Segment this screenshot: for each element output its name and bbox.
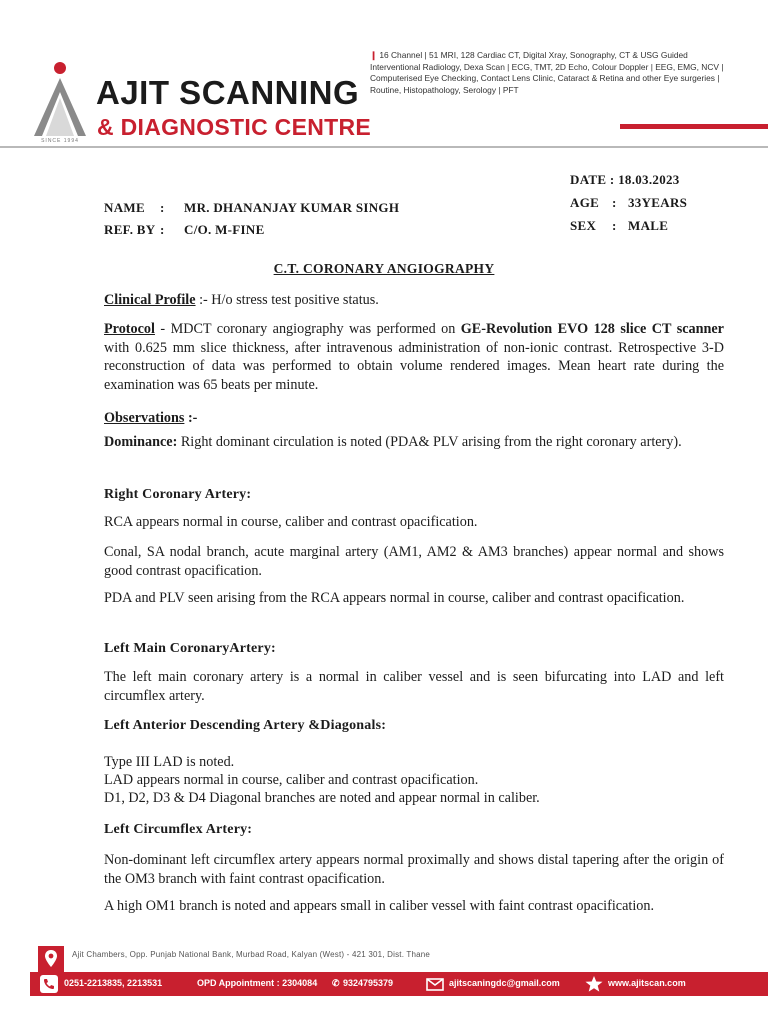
age-field — [570, 195, 687, 211]
lad-line-2: LAD appears normal in course, caliber and contrast opacification. — [104, 772, 479, 788]
report-title: C.T. CORONARY ANGIOGRAPHY — [273, 261, 495, 276]
rca-heading: Right Coronary Artery: — [104, 487, 252, 502]
left-main-heading: Left Main CoronaryArtery: — [104, 641, 276, 656]
date-field — [570, 172, 680, 188]
clinical-profile — [104, 291, 724, 310]
dominance-paragraph — [104, 433, 724, 452]
protocol-text: with 0.625 mm slice thickness, after intravenous administration of non-ionic contrast. Retrospective 3-D reconstruction of data was performed to obtain volume rendered images. Mean heart rate during the examination was 65 beats per minute. — [104, 339, 724, 393]
observations-suffix: :- — [184, 410, 198, 426]
date-label: DATE : — [570, 172, 615, 187]
brand-subtitle: & DIAGNOSTIC CENTRE — [97, 114, 372, 140]
established-text: SINCE 1994 — [41, 138, 79, 144]
logo-icon — [30, 58, 90, 150]
lcx-paragraph-2: A high OM1 branch is noted and appears small in caliber vessel with faint contrast opacification. — [104, 898, 655, 914]
services-text: 16 Channel | 51 MRI, 128 Cardiac CT, Digital Xray, Sonography, CT & USG Guided Interventional Radiology, Dexa Scan | ECG, TMT, 2D Echo, Colour Doppler | EEG, EMG, NCV | Computerised Eye Checking, Contact Lens Clinic, Cataract & Retina and other Eye surgeries | Routine, Histopathology, Serology | PFT — [370, 50, 724, 96]
lad-line-3: D1, D2, D3 & D4 Diagonal branches are noted and appear normal in caliber. — [104, 790, 540, 806]
lcx-paragraph-1: Non-dominant left circumflex artery appears normal proximally and shows distal tapering after the origin of the OM3 branch with faint contrast opacification. — [104, 852, 724, 887]
name-field — [104, 200, 399, 216]
left-main-paragraph: The left main coronary artery is a normal in caliber vessel and is seen bifurcating into LAD and left circumflex artery. — [104, 669, 724, 704]
date-value: 18.03.2023 — [618, 172, 680, 187]
header-accent-bar — [620, 124, 768, 129]
ref-label: REF. BY — [104, 222, 156, 237]
brand-name: AJIT SCANNING — [96, 74, 360, 111]
clinical-profile-text: :- H/o stress test positive status. — [195, 292, 379, 308]
ref-field — [104, 222, 265, 238]
observations-label: Observations — [104, 410, 185, 426]
email-address: ajitscaningdc@gmail.com — [449, 978, 560, 988]
rca-paragraph-3: PDA and PLV seen arising from the RCA appears normal in course, caliber and contrast opacification. — [104, 590, 685, 606]
clinic-address: Ajit Chambers, Opp. Punjab National Bank, Murbad Road, Kalyan (West) - 421 301, Dist. Thane — [72, 950, 431, 959]
location-pin-icon — [38, 946, 64, 972]
protocol-label: Protocol — [104, 321, 155, 337]
phone-numbers: 0251-2213835, 2213531 — [64, 978, 163, 988]
separator: : — [612, 218, 617, 233]
sex-value: MALE — [628, 218, 669, 233]
protocol-text: - MDCT coronary angiography was performed on — [154, 321, 461, 337]
age-label: AGE — [570, 195, 600, 210]
observations-heading — [104, 409, 724, 428]
opd-appointment: OPD Appointment : 2304084 — [197, 978, 318, 988]
website-url: www.ajitscan.com — [608, 978, 686, 988]
clinical-profile-label: Clinical Profile — [104, 292, 196, 308]
dominance-label: Dominance: — [104, 434, 178, 450]
rca-paragraph-1: RCA appears normal in course, caliber and contrast opacification. — [104, 514, 478, 530]
whatsapp-number: 9324795379 — [343, 978, 394, 988]
services-list — [370, 50, 730, 97]
separator: : — [160, 200, 165, 215]
separator: : — [160, 222, 165, 237]
scanner-name: GE-Revolution EVO 128 slice CT scanner — [460, 321, 724, 337]
phone-icon — [40, 975, 58, 993]
separator: : — [612, 195, 617, 210]
header-divider — [0, 146, 768, 148]
rca-paragraph-2: Conal, SA nodal branch, acute marginal artery (AM1, AM2 & AM3 branches) appear normal and shows good contrast opacification. — [104, 544, 724, 579]
sex-label: SEX — [570, 218, 597, 233]
protocol-paragraph — [104, 320, 724, 394]
sex-field — [570, 218, 668, 234]
lad-heading: Left Anterior Descending Artery &Diagonals: — [104, 718, 387, 733]
dominance-text: Right dominant circulation is noted (PDA& PLV arising from the right coronary artery). — [177, 434, 682, 450]
email-icon — [426, 975, 444, 993]
bullet-icon: ❙ — [370, 50, 380, 60]
age-value: 33YEARS — [628, 195, 688, 210]
name-value: MR. DHANANJAY KUMAR SINGH — [184, 200, 400, 215]
globe-icon — [584, 975, 604, 993]
lad-line-1: Type III LAD is noted. — [104, 754, 235, 770]
ref-value: C/O. M-FINE — [184, 222, 265, 237]
name-label: NAME — [104, 200, 145, 215]
lcx-heading: Left Circumflex Artery: — [104, 822, 253, 837]
whatsapp-icon: ✆ — [332, 978, 340, 988]
